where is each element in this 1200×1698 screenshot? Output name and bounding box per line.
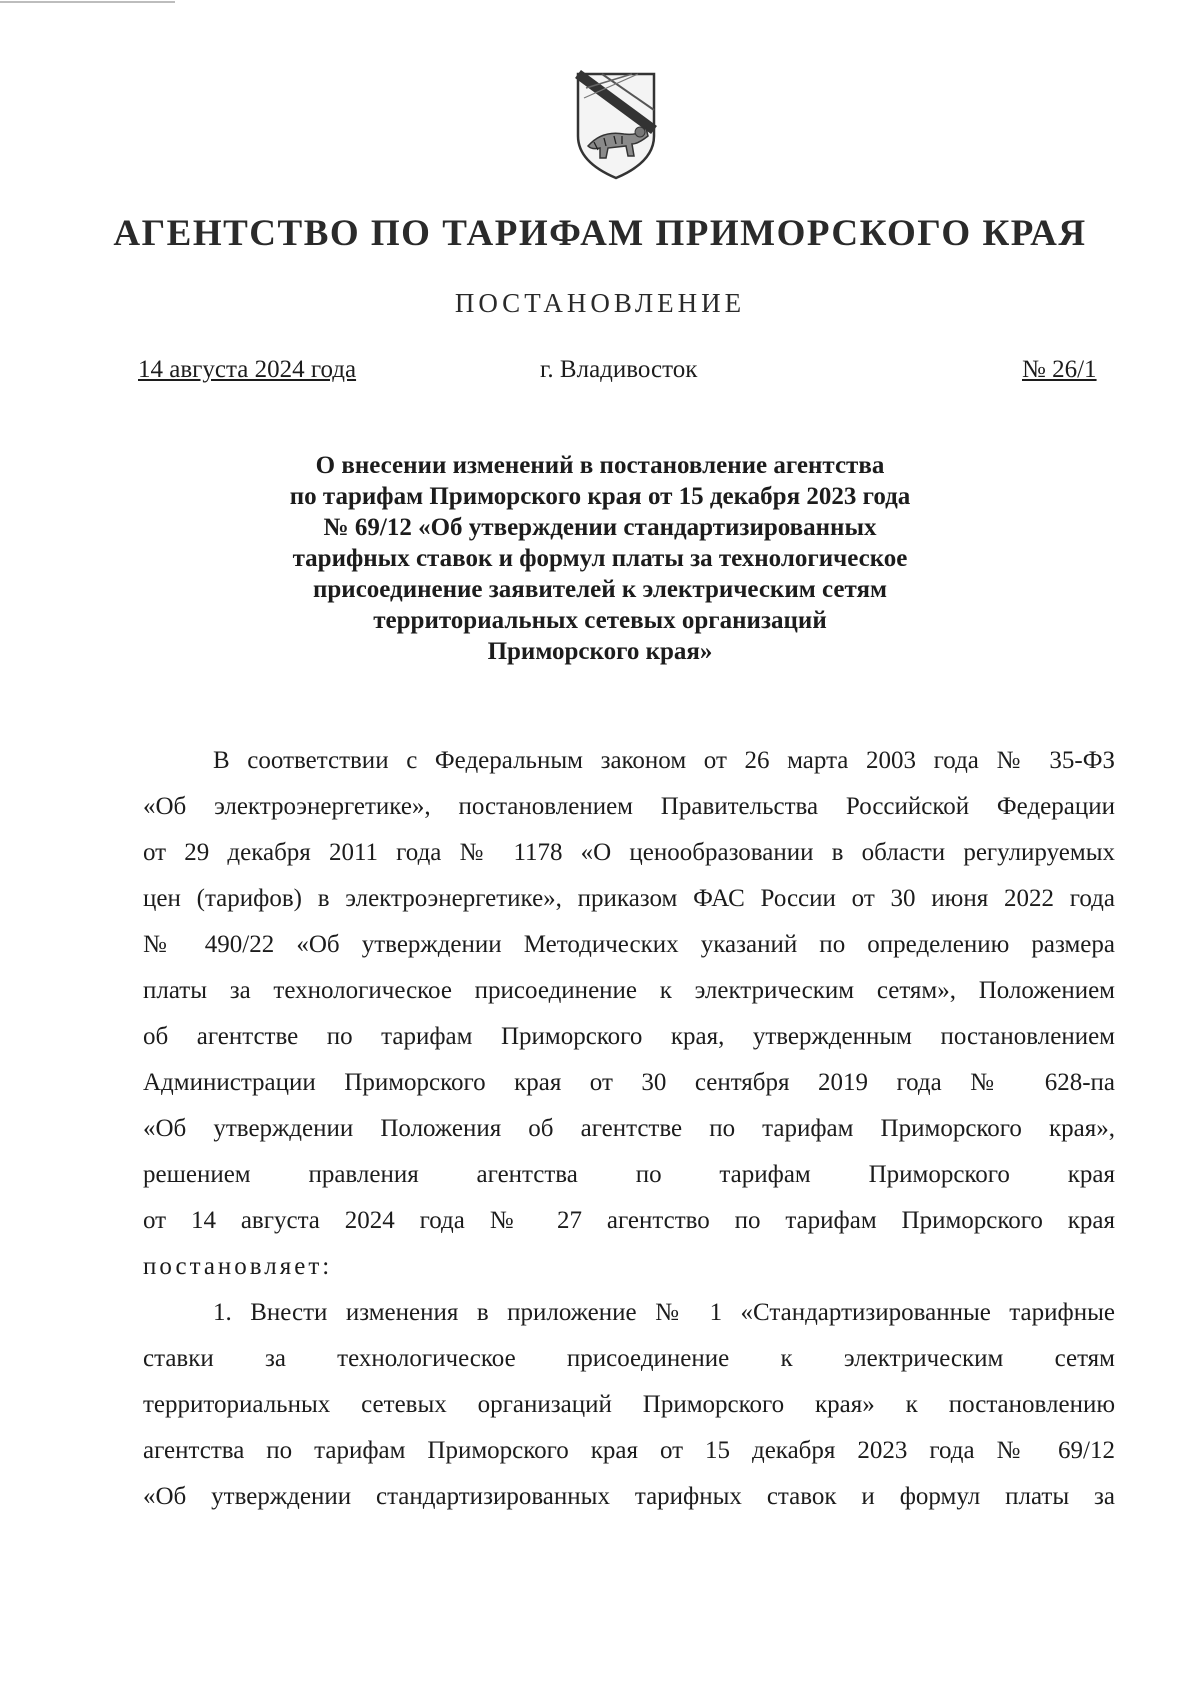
agency-name: АГЕНТСТВО ПО ТАРИФАМ ПРИМОРСКОГО КРАЯ <box>113 213 1087 254</box>
coat-of-arms-emblem <box>572 70 660 182</box>
body-line: об агентстве по тарифам Приморского края, утвержденным постановлением <box>143 1023 1115 1050</box>
title-line: присоединение заявителей к электрическим сетям <box>312 576 888 603</box>
body-line: ставки за технологическое присоединение к электрическим сетям <box>143 1345 1115 1372</box>
body-line: «Об электроэнергетике», постановлением Правительства Российской Федерации <box>143 793 1115 820</box>
title-line: по тарифам Приморского края от 15 декабря 2023 года <box>289 483 911 510</box>
body-line: агентства по тарифам Приморского края от 15 декабря 2023 года № 69/12 <box>143 1437 1115 1464</box>
body-line: «Об утверждении стандартизированных тарифных ставок и формул платы за <box>143 1483 1115 1510</box>
document-type: ПОСТАНОВЛЕНИЕ <box>454 288 746 318</box>
item-1-paragraph <box>143 1290 1115 1520</box>
title-line: территориальных сетевых организаций <box>373 607 827 634</box>
title-line: № 69/12 «Об утверждении стандартизированных <box>323 514 877 541</box>
body-line: В соответствии с Федеральным законом от 26 марта 2003 года № 35-ФЗ <box>213 747 1115 774</box>
body-line: решением правления агентства по тарифам Приморского края <box>143 1161 1115 1188</box>
body-line: от 14 августа 2024 года № 27 агентство по тарифам Приморского края <box>143 1207 1115 1234</box>
document-title <box>190 450 1010 667</box>
resolves-word: постановляет: <box>143 1253 333 1280</box>
title-line: Приморского края» <box>487 638 713 665</box>
body-line: от 29 декабря 2011 года № 1178 «О ценообразовании в области регулируемых <box>143 839 1115 866</box>
title-line: тарифных ставок и формул платы за технологическое <box>292 545 908 572</box>
body-line: платы за технологическое присоединение к электрическим сетям», Положением <box>143 977 1115 1004</box>
body-line: Администрации Приморского края от 30 сентября 2019 года № 628-па <box>143 1069 1115 1096</box>
body-line: 1. Внести изменения в приложение № 1 «Стандартизированные тарифные <box>213 1299 1115 1326</box>
title-line: О внесении изменений в постановление агентства <box>315 452 885 479</box>
preamble-paragraph <box>143 738 1115 1290</box>
body-line: цен (тарифов) в электроэнергетике», приказом ФАС России от 30 июня 2022 года <box>143 885 1115 912</box>
document-city: г. Владивосток <box>540 356 698 383</box>
body-line: территориальных сетевых организаций Приморского края» к постановлению <box>143 1391 1115 1418</box>
body-line: «Об утверждении Положения об агентстве по тарифам Приморского края», <box>143 1115 1115 1142</box>
document-date: 14 августа 2024 года <box>138 356 357 383</box>
scan-edge-mark <box>0 1 175 3</box>
document-number: № 26/1 <box>1022 356 1097 383</box>
document-body <box>143 738 1115 1520</box>
body-line: № 490/22 «Об утверждении Методических указаний по определению размера <box>143 931 1115 958</box>
